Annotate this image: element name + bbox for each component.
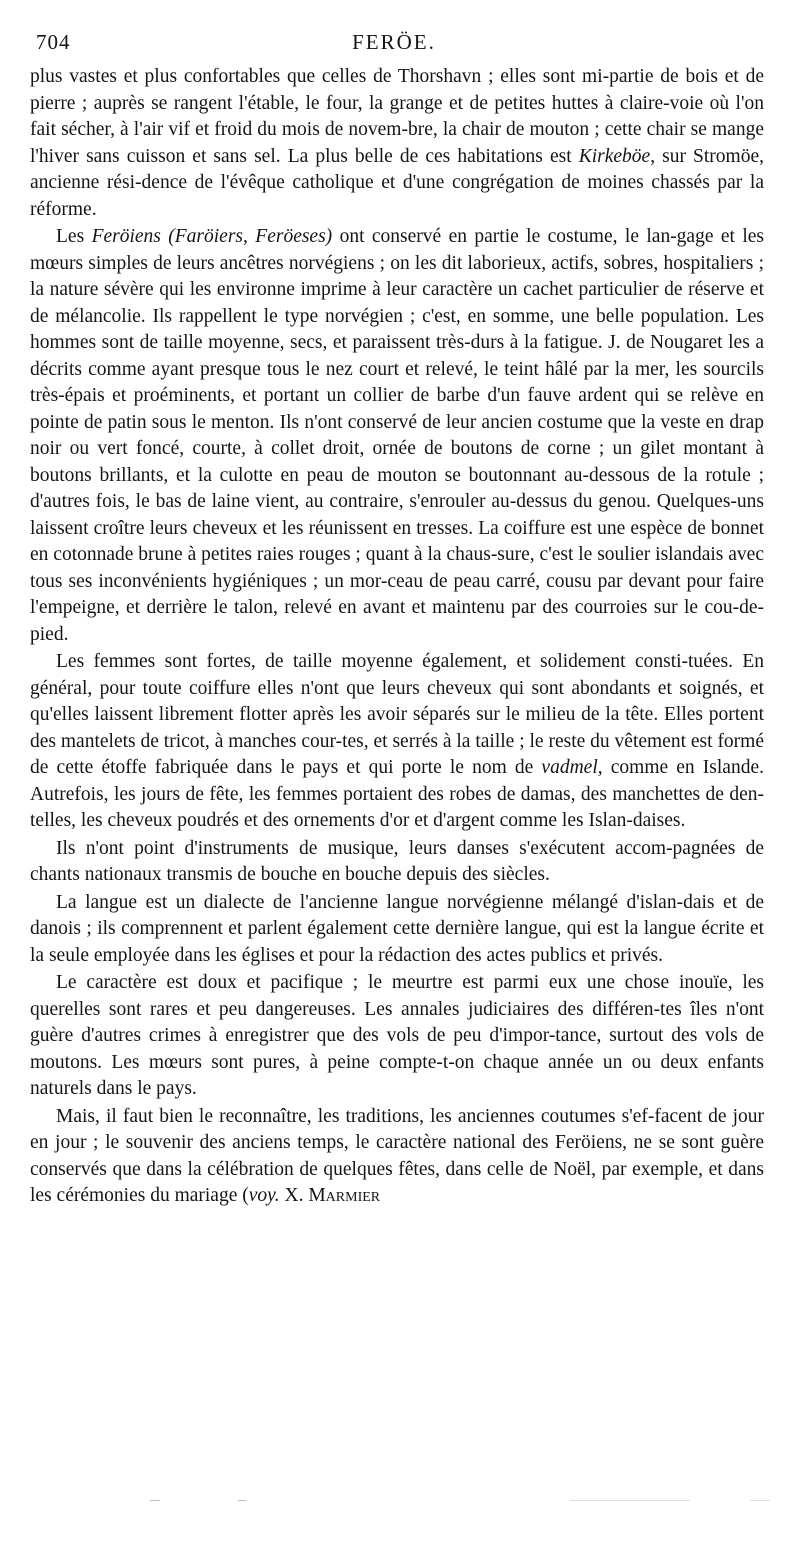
running-title: FERÖE. bbox=[352, 30, 436, 54]
text-segment: , sur Stromöe, ancienne rési-dence de l'évêque catholique et d'une congrégation de moines chassés par la réforme. bbox=[30, 145, 764, 220]
italic-text: vadmel bbox=[541, 757, 598, 778]
text-segment: X. bbox=[279, 1185, 309, 1206]
paragraph bbox=[30, 649, 764, 835]
small-caps-text: Marmier bbox=[308, 1185, 381, 1206]
text-segment: Les bbox=[56, 226, 92, 247]
text-segment: , comme en Islande. Autrefois, les jours de fête, les femmes portaient des robes de damas, des manchettes de den-telles, les cheveux poudrés et des ornements d'or et d'argent comme les Islan-daises. bbox=[30, 757, 764, 831]
paragraph bbox=[30, 890, 764, 970]
italic-text: voy. bbox=[248, 1185, 280, 1206]
text-segment: Le caractère est doux et pacifique ; le meurtre est parmi eux une chose inouïe, les querelles sont rares et peu dangereuses. Les annales judiciaires des différen-tes îles n'ont guère d'autres crimes à enregistrer que des vols de peu d'impor-tance, surtout des vols de moutons. Les mœurs sont pures, à peine compte-t-on chaque année un ou deux enfants naturels dans le pays. bbox=[30, 972, 764, 1099]
paragraph bbox=[30, 1104, 764, 1210]
text-segment: Ils n'ont point d'instruments de musique, leurs danses s'exécutent accom-pagnées de chants nationaux transmis de bouche en bouche depuis des siècles. bbox=[30, 837, 764, 885]
footer-specks bbox=[150, 1500, 770, 1504]
italic-text: Kirkeböe bbox=[578, 145, 651, 167]
paragraph bbox=[30, 64, 764, 223]
body-text bbox=[30, 64, 764, 1210]
text-segment: La langue est un dialecte de l'ancienne langue norvégienne mélangé d'islan-dais et de danois ; ils comprennent et parlent également cette dernière langue, qui est la langue écrite et la seule employée dans les églises et pour la rédaction des actes publics et privés. bbox=[30, 891, 764, 966]
italic-text: Feröiens (Faröiers, Feröeses) bbox=[91, 226, 333, 247]
page-number: 704 bbox=[36, 30, 71, 54]
page-header bbox=[28, 30, 760, 60]
text-segment: plus vastes et plus confortables que celles de Thorshavn ; elles sont mi-partie de bois et de pierre ; auprès se rangent l'étable, le four, la grange et de petites huttes à claire-voie où l'on fait sécher, à l'air vif et froid du mois de novem-bre, la chair de mouton ; cette chair se mange l'hiver sans cuisson et sans sel. La plus belle de ces habitations est bbox=[30, 66, 764, 167]
text-segment: ont conservé en partie le costume, le lan-gage et les mœurs simples de leurs ancêtres norvégiens ; on les dit laborieux, actifs, sobres, hospitaliers ; la nature sévère qui les environne imprime à leur caractère un cachet particulier de réserve et de mélancolie. Ils rappellent le type norvégien ; c'est, en somme, une belle population. Les hommes sont de taille moyenne, secs, et paraissent très-durs à la fatigue. J. de Nougaret les a décrits comme ayant presque tous le nez court et relevé, le teint hâlé par la mer, les sourcils très-épais et proéminents, et portant un collier de barbe d'un fauve ardent qui se relève en pointe de patin sous le menton. Ils n'ont conservé de leur ancien costume que la veste en drap noir ou vert foncé, courte, à collet droit, ornée de boutons de corne ; un gilet montant à boutons brillants, et la culotte en peau de mouton se boutonnant au-dessous de la rotule ; d'autres fois, le bas de laine vient, au contraire, s'enrouler au-dessus du genou. Quelques-uns laissent croître leurs cheveux et les réunissent en tresses. La coiffure est une espèce de bonnet en cotonnade brune à petites raies rouges ; quant à la chaus-sure, c'est le soulier islandais avec tous ses inconvénients hygiéniques ; un mor-ceau de peau carré, cousu par devant pour faire l'empeigne, et derrière le talon, relevé en avant et maintenu par des courroies sur le cou-de-pied. bbox=[30, 226, 765, 645]
text-segment: Les femmes sont fortes, de taille moyenne également, et solidement consti-tuées. En général, pour toute coiffure elles n'ont que leurs cheveux qui sont abondants et soignés, et qu'elles laissent librement flotter après les avoir séparés sur le milieu de la tête. Elles portent des mantelets de tricot, à manches cour-tes, et serrés à la taille ; le reste du vêtement est formé de cette étoffe fabriquée dans le pays et qui porte le nom de bbox=[30, 651, 764, 778]
paragraph bbox=[30, 970, 764, 1103]
text-segment: Mais, il faut bien le reconnaître, les traditions, les anciennes coutumes s'ef-facent de jour en jour ; le souvenir des anciens temps, le caractère national des Feröiens, ne se sont guère conservés que dans la célébration de quelques fêtes, dans celle de Noël, par exemple, et dans les cérémonies du mariage ( bbox=[30, 1105, 764, 1206]
paragraph bbox=[30, 836, 764, 889]
paragraph bbox=[30, 224, 764, 648]
